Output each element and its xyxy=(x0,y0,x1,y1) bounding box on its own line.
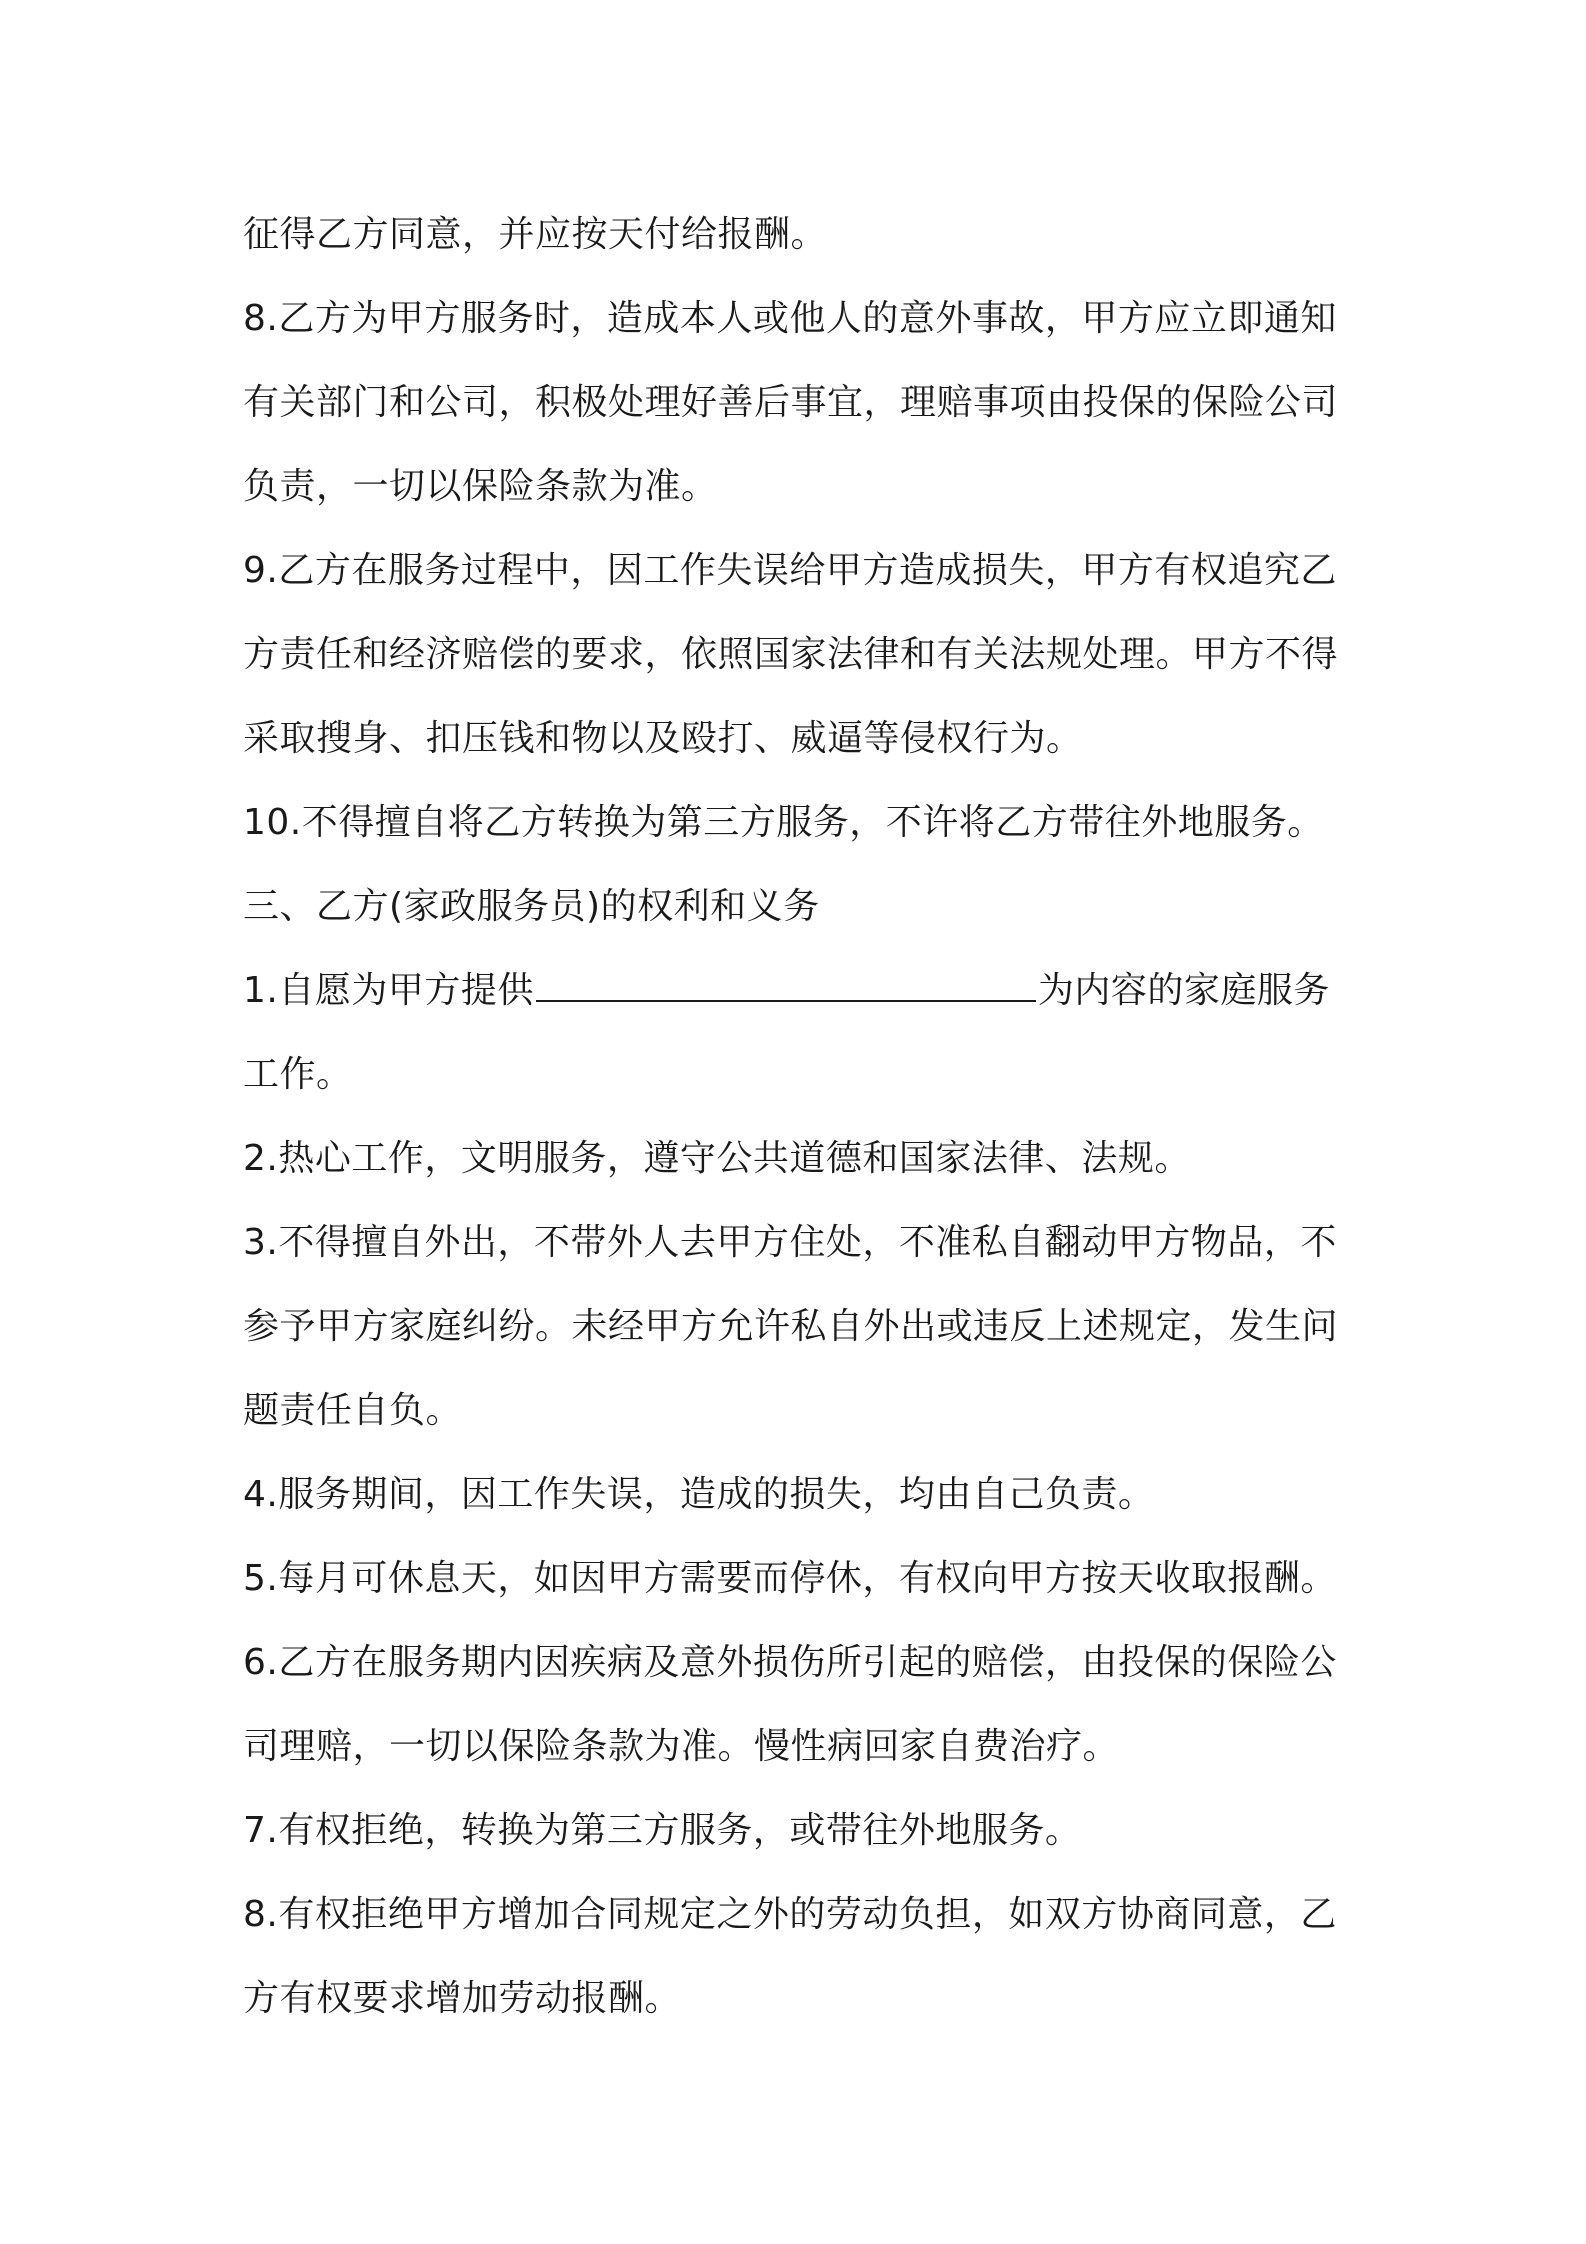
text-line: 方有权要求增加劳动报酬。 xyxy=(243,1978,682,2019)
text-line: 有关部门和公司，积极处理好善后事宜，理赔事项由投保的保险公司 xyxy=(243,382,1339,423)
fill-in-suffix: 为内容的家庭服务 xyxy=(1037,970,1330,1011)
text-line: 采取搜身、扣压钱和物以及殴打、威逼等侵权行为。 xyxy=(243,718,1083,759)
text-line: 8.乙方为甲方服务时，造成本人或他人的意外事故，甲方应立即通知 xyxy=(243,298,1337,339)
text-line: 10.不得擅自将乙方转换为第三方服务，不许将乙方带往外地服务。 xyxy=(243,802,1324,843)
text-line: 征得乙方同意，并应按天付给报酬。 xyxy=(243,214,828,255)
fill-in-prefix: 1.自愿为甲方提供 xyxy=(243,970,534,1011)
text-line: 9.乙方在服务过程中，因工作失误给甲方造成损失，甲方有权追究乙 xyxy=(243,550,1337,591)
text-line: 7.有权拒绝，转换为第三方服务，或带往外地服务。 xyxy=(243,1810,1082,1851)
text-line: 司理赔，一切以保险条款为准。慢性病回家自费治疗。 xyxy=(243,1726,1120,1767)
document-body xyxy=(243,193,1363,2041)
text-line: 2.热心工作，文明服务，遵守公共道德和国家法律、法规。 xyxy=(243,1138,1191,1179)
text-line: 题责任自负。 xyxy=(243,1390,463,1431)
text-line: 工作。 xyxy=(243,1054,353,1095)
text-line: 6.乙方在服务期内因疾病及意外损伤所引起的赔偿，由投保的保险公 xyxy=(243,1642,1337,1683)
fill-in-line xyxy=(243,949,1363,1033)
section-heading: 三、乙方(家政服务员)的权利和义务 xyxy=(243,886,820,927)
fill-in-blank[interactable] xyxy=(536,970,1036,1002)
text-line: 方责任和经济赔偿的要求，依照国家法律和有关法规处理。甲方不得 xyxy=(243,634,1339,675)
text-line: 3.不得擅自外出，不带外人去甲方住处，不准私自翻动甲方物品，不 xyxy=(243,1222,1337,1263)
text-line: 8.有权拒绝甲方增加合同规定之外的劳动负担，如双方协商同意，乙 xyxy=(243,1894,1337,1935)
text-line: 负责，一切以保险条款为准。 xyxy=(243,466,718,507)
text-line: 4.服务期间，因工作失误，造成的损失，均由自己负责。 xyxy=(243,1474,1155,1515)
text-line: 5.每月可休息天，如因甲方需要而停休，有权向甲方按天收取报酬。 xyxy=(243,1558,1337,1599)
text-line: 参予甲方家庭纠纷。未经甲方允许私自外出或违反上述规定，发生问 xyxy=(243,1306,1339,1347)
